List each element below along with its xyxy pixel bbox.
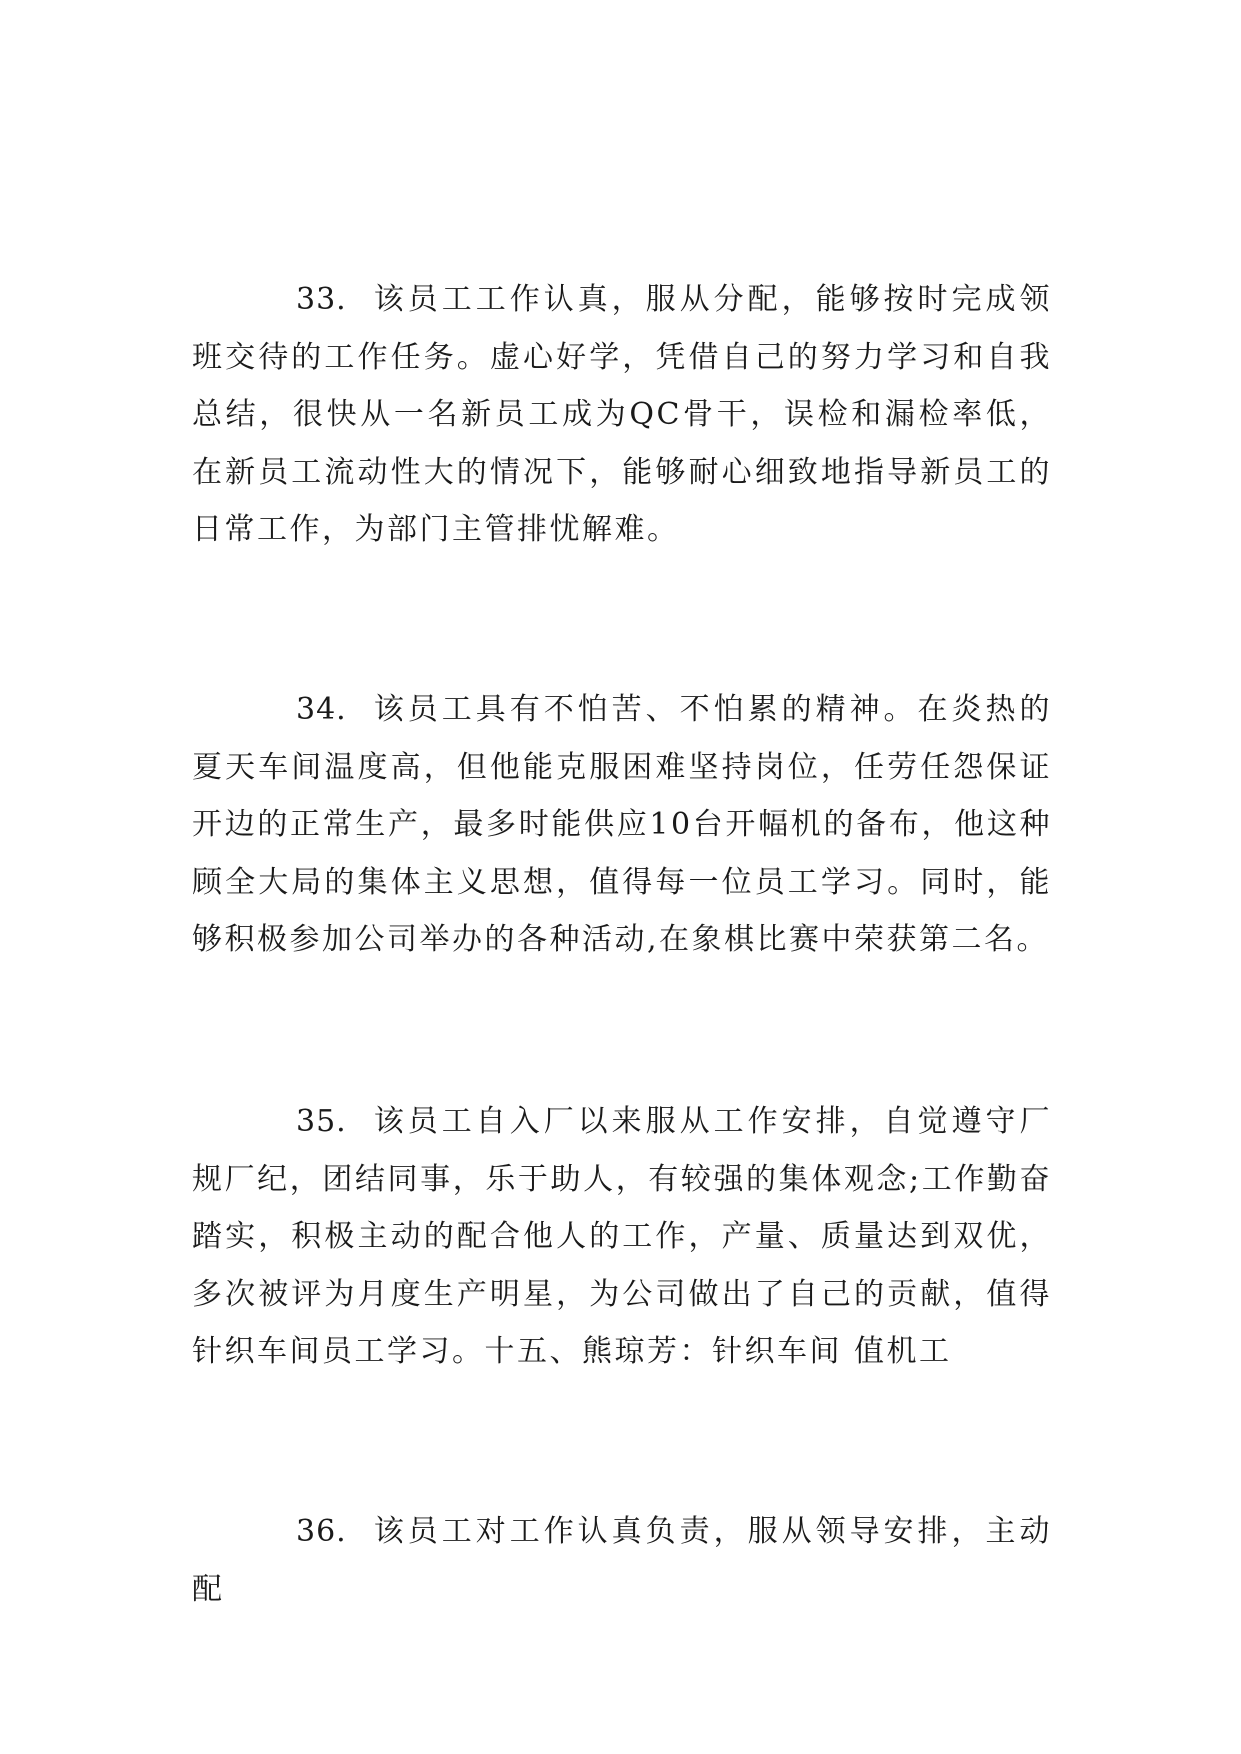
paragraph-number: 35. — [296, 1104, 347, 1139]
paragraph-text: 该员工具有不怕苦、不怕累的精神。在炎热的夏天车间温度高，但他能克服困难坚持岗位，任劳任怨保证开边的正常生产，最多时能供应10台开幅机的备布，他这种顾全大局的集体主义思想，值得每一位员工学习。同时，能够积极参加公司举办的各种活动,在象棋比赛中荣获第二名。 — [192, 692, 1052, 957]
paragraph-text: 该员工工作认真，服从分配，能够按时完成领班交待的工作任务。虚心好学，凭借自己的努力学习和自我总结，很快从一名新员工成为QC骨干，误检和漏检率低，在新员工流动性大的情况下，能够耐心细致地指导新员工的日常工作，为部门主管排忧解难。 — [192, 282, 1052, 547]
paragraph-33 — [192, 271, 1052, 559]
paragraph-number: 34. — [296, 692, 347, 727]
paragraph-number: 36. — [296, 1514, 347, 1549]
paragraph-35 — [192, 1093, 1052, 1381]
paragraph-text: 该员工自入厂以来服从工作安排，自觉遵守厂规厂纪，团结同事，乐于助人，有较强的集体观念;工作勤奋踏实，积极主动的配合他人的工作，产量、质量达到双优，多次被评为月度生产明星，为公司做出了自己的贡献，值得针织车间员工学习。十五、熊琼芳：针织车间 值机工 — [192, 1104, 1052, 1369]
paragraph-34 — [192, 681, 1052, 969]
paragraph-number: 33. — [296, 282, 347, 317]
paragraph-text: 该员工对工作认真负责，服从领导安排，主动配 — [192, 1514, 1052, 1607]
paragraph-36 — [192, 1503, 1052, 1618]
